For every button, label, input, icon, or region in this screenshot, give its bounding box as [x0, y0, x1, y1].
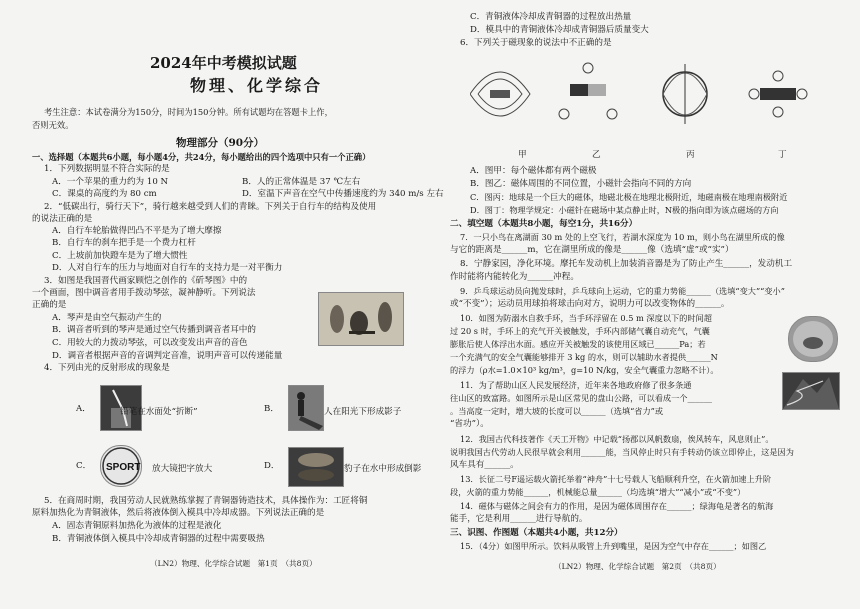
figure-jia-icon: [470, 72, 530, 116]
q15-line-1: 15．（4分）如图甲所示。饮料从吸管上升到嘴里，是因为空气中存在______；如图乙: [460, 541, 767, 551]
q4-option-d-caption: 豹子在水中形成倒影: [344, 464, 422, 474]
q9-line-1: 9．乒乓球运动员向抛发球时，乒乓球向上运动，它的重力势能______（选填“变大”“变小”: [460, 286, 785, 296]
mountain-road-icon: [783, 373, 839, 409]
shadow-image: [288, 385, 324, 431]
q6-option-d: D．图丁：物理学规定：小磁针在磁场中某点静止时，N极的指向即为该点磁场的方向: [470, 205, 779, 215]
q1-stem: 1．下列数据明显不符合实际的是: [44, 164, 170, 174]
q4-option-a-letter: A．: [76, 404, 91, 414]
q10-line-2: 过 20 s 时，手环上的充气开关被触发，手环内部储气囊自动充气，气囊: [450, 326, 710, 336]
q2-option-c: C．上坡前加快蹬车是为了增大惯性: [52, 251, 188, 261]
q7-line-2: 与它的距离是______m，它在湖里所成的像是______像（选填“虚”或“实”）: [450, 245, 734, 255]
q3-option-b: B．调音者听到的琴声是通过空气传播到调音者耳中的: [52, 325, 256, 335]
q3-stem-2: 一个画面，图中调音者用手拨动琴弦，凝神静听。下列说法: [32, 288, 256, 298]
q8-line-1: 8．宁静家园，净化环境。摩托车发动机上加装消音器是为了防止产生______，发动机工: [460, 259, 793, 269]
figure-label-yi: 乙: [592, 150, 601, 160]
exam-subtitle: 物理、化学综合: [190, 76, 324, 95]
q9-line-2: 或“不变”）；运动员用球拍将球击向对方，说明力可以改变物体的______。: [450, 299, 730, 309]
magnifier-image: [100, 445, 142, 487]
magnet-figures: [470, 54, 830, 152]
q1-option-c: C．课桌的高度约为 80 cm: [52, 189, 157, 199]
q3-option-c: C．用较大的力拨动琴弦，可以改变发出声音的音色: [52, 338, 248, 348]
wristband-image: [788, 316, 838, 362]
q4-option-a-caption: 铅笔在水面处“折断”: [120, 407, 198, 417]
figure-label-bing: 丙: [686, 150, 695, 160]
q13-line-1: 13．长征二号F遥运载火箭托举着“神舟”十七号载人飞船顺利升空，在火箭加速上升阶: [460, 474, 772, 484]
q10-line-1: 10．如图为防溺水自救手环，当手环浮留在 0.5 m 深度以下的时间超: [460, 313, 712, 323]
q4-option-d-letter: D．: [264, 461, 280, 471]
q4-c-sign-text: SPORT: [106, 462, 141, 473]
q5-stem-1: 5．在商周时期，我国劳动人民就熟练掌握了青铜器铸造技术，具体操作为：工匠将铜: [44, 496, 368, 506]
q4-option-c-caption: 放大镜把字放大: [152, 464, 213, 474]
leopard-reflection-image: [288, 447, 344, 487]
figure-bing-icon: [663, 64, 707, 124]
q10-line-5: 的浮力（ρ水=1.0×10³ kg/m³，g=10 N/kg，安全气囊重力忽略不计）。: [450, 365, 719, 375]
q7-line-1: 7．一只小鸟在离湖面 30 m 处的上空飞行，若湖水深度为 10 m，则小鸟在湖里所成的像: [460, 232, 785, 242]
q2-option-a: A．自行车轮胎做得凹凸不平是为了增大摩擦: [52, 226, 222, 236]
q6-option-b: B．图乙：磁体周围的不同位置，小磁针会指向不同的方向: [470, 179, 692, 189]
q10-line-3: 膨胀后使人体浮出水面。感应开关被触发的该使用区域已______Pa；若: [450, 339, 706, 349]
q8-line-2: 作时能将内能转化为______冲程。: [450, 272, 579, 282]
q12-line-2: 说明我国古代劳动人民很早就会利用______能，当风停止时只有手转动仍该立即停止，这是因为: [450, 447, 794, 457]
q4-option-b-letter: B．: [264, 404, 279, 414]
q3-stem-1: 3．如图是我国晋代画家顾恺之创作的《斫琴图》中的: [44, 276, 248, 286]
q10-line-4: 一个充满气的安全气囊能够排开 3 kg 的水，则可以辅助水者提供______N: [450, 352, 718, 362]
q2-option-b: B．自行车的刹车把手是一个费力杠杆: [52, 238, 196, 248]
page-2-footer: （LN2）物理、化学综合试题 第2页 （共8页）: [554, 562, 721, 571]
q1-option-b: B．人的正常体温是 37 ℃左右: [242, 177, 361, 187]
q12-line-3: 风车具有______。: [450, 460, 519, 470]
figure-label-ding: 丁: [778, 150, 787, 160]
page-2: [442, 0, 860, 609]
q13-line-2: 段，火箭的重力势能______，机械能总量______（均选填“增大”“减小”或“不变”）: [450, 487, 746, 497]
q12-line-1: 12．我国古代科技著作《天工开物》中记载“扬郡以风帆数扇，俟风转车，风息则止”。: [460, 434, 774, 444]
q2-stem-2: 的说法正确的是: [32, 214, 93, 224]
wristband-icon: [789, 317, 837, 361]
q2-stem-1: 2．“低碳出行，骑行天下”，骑行越来越受到人们的青睐。下列关于自行车的结构及使用: [44, 202, 377, 212]
q4-option-b-caption: 人在阳光下形成影子: [324, 407, 402, 417]
q-section-heading: 一、选择题（本题共6小题，每小题4分，共24分，每小题给出的四个选项中只有一个正确）: [32, 152, 371, 162]
mountain-road-image: [782, 372, 840, 410]
q11-line-2: 往山区的致富路。如图所示是山区常见的盘山公路，可以看成一个______: [450, 393, 713, 403]
q11-line-3: 。当高度一定时，增大坡的长度可以______（选填“省力”或: [450, 406, 664, 416]
q6-stem: 6．下列关于磁现象的说法中不正确的是: [460, 38, 612, 48]
q1-option-a: A．一个苹果的重力约为 10 N: [52, 177, 169, 187]
q4-stem: 4．下列由光的反射形成的现象是: [44, 363, 170, 373]
figure-label-jia: 甲: [518, 150, 527, 160]
q3-stem-3: 正确的是: [32, 300, 67, 310]
q3-option-d: D．调音者根据声音的音调判定音准，说明声音可以传递能量: [52, 351, 283, 361]
notice-line-1: 考生注意：本试卷满分为150分，时间为150分钟。所有试题均在答题卡上作，: [44, 107, 333, 117]
q14-line-1: 14．磁体与磁体之间会有力的作用，是因为磁体周围存在______；绿海龟是著名的航海: [460, 501, 774, 511]
magnifier-icon: [101, 446, 141, 486]
section-title: 物理部分（90分）: [176, 137, 265, 149]
exam-title: 2024年中考模拟试题: [150, 54, 297, 72]
page-1-footer: （LN2）物理、化学综合试题 第1页 （共8页）: [150, 559, 317, 568]
figure-ding-icon: [749, 71, 807, 117]
painting-figures-icon: [319, 293, 403, 345]
fill-section-heading: 二、填空题（本题共8小题，每空1分，共16分）: [450, 219, 638, 229]
q5-option-a: A．固态青铜原料加热化为液体的过程是液化: [52, 521, 222, 531]
q5-option-c: C．青铜液体冷却成青铜器的过程放出热量: [470, 12, 632, 22]
q6-option-a: A．图甲：每个磁体都有两个磁极: [470, 166, 597, 176]
diagram-section-heading: 三、识图、作图题（本题共4小题，共12分）: [450, 528, 623, 538]
q4-option-c-letter: C．: [76, 461, 92, 471]
q5-stem-2: 原料加热化为青铜液体，然后将液体倒入模具中冷却成器。下列说法正确的是: [32, 508, 325, 518]
q11-line-4: “省功”）。: [450, 419, 489, 429]
q2-option-d: D．人对自行车的压力与地面对自行车的支持力是一对平衡力: [52, 263, 283, 273]
figure-yi-icon: [559, 63, 617, 119]
q14-line-2: 能手，它是利用______进行导航的。: [450, 514, 588, 524]
person-shadow-icon: [289, 386, 323, 430]
guqin-painting-image: [318, 292, 404, 346]
q6-option-c: C．图丙：地球是一个巨大的磁体，地磁北极在地理北极附近，地磁南极在地理南极附近: [470, 192, 788, 202]
leopard-icon: [289, 448, 343, 486]
q5-option-b: B．青铜液体倒入模具中冷却成青铜器的过程中需要吸热: [52, 534, 265, 544]
q3-option-a: A．琴声是由空气振动产生的: [52, 313, 162, 323]
q1-option-d: D．室温下声音在空气中传播速度约为 340 m/s 左右: [242, 189, 444, 199]
notice-line-2: 否则无效。: [32, 120, 74, 130]
q5-option-d: D．模具中的青铜液体冷却成青铜器后质量变大: [470, 25, 649, 35]
q11-line-1: 11．为了帮助山区人民发展经济，近年来各地政府修了很多条通: [460, 380, 692, 390]
